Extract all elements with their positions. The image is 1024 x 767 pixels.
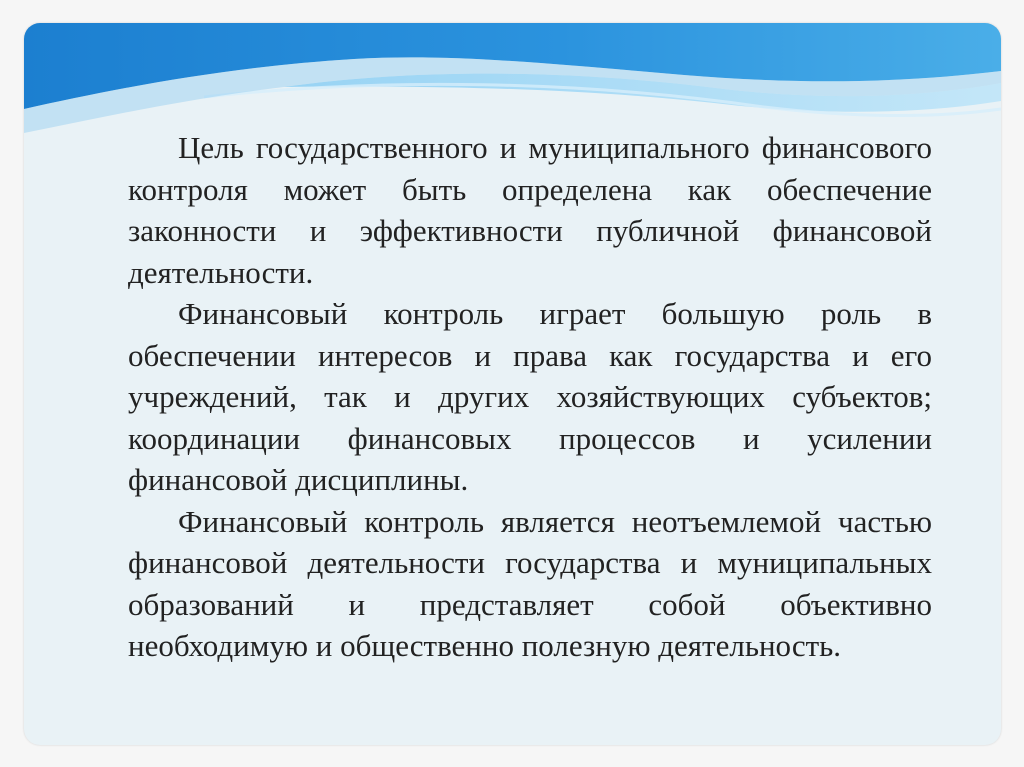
paragraph-goal: Цель государственного и муниципального финансового контроля может быть определена как обеспечение законности и эффективности публичной финансовой деятельности. [128, 130, 932, 290]
paragraph-nature: Финансовый контроль является неотъемлемой частью финансовой деятельности государства и муниципальных образований и представляет собой объективно необходимую и общественно полезную деятельность. [128, 503, 932, 663]
slide [24, 23, 1001, 745]
paragraph-role: Финансовый контроль играет большую роль в обеспечении интересов и права как государства и его учреждений, так и других хозяйствующих субъектов; координации финансовых процессов и усилении финансовой дисциплины. [128, 296, 932, 497]
slide-text [128, 127, 932, 667]
